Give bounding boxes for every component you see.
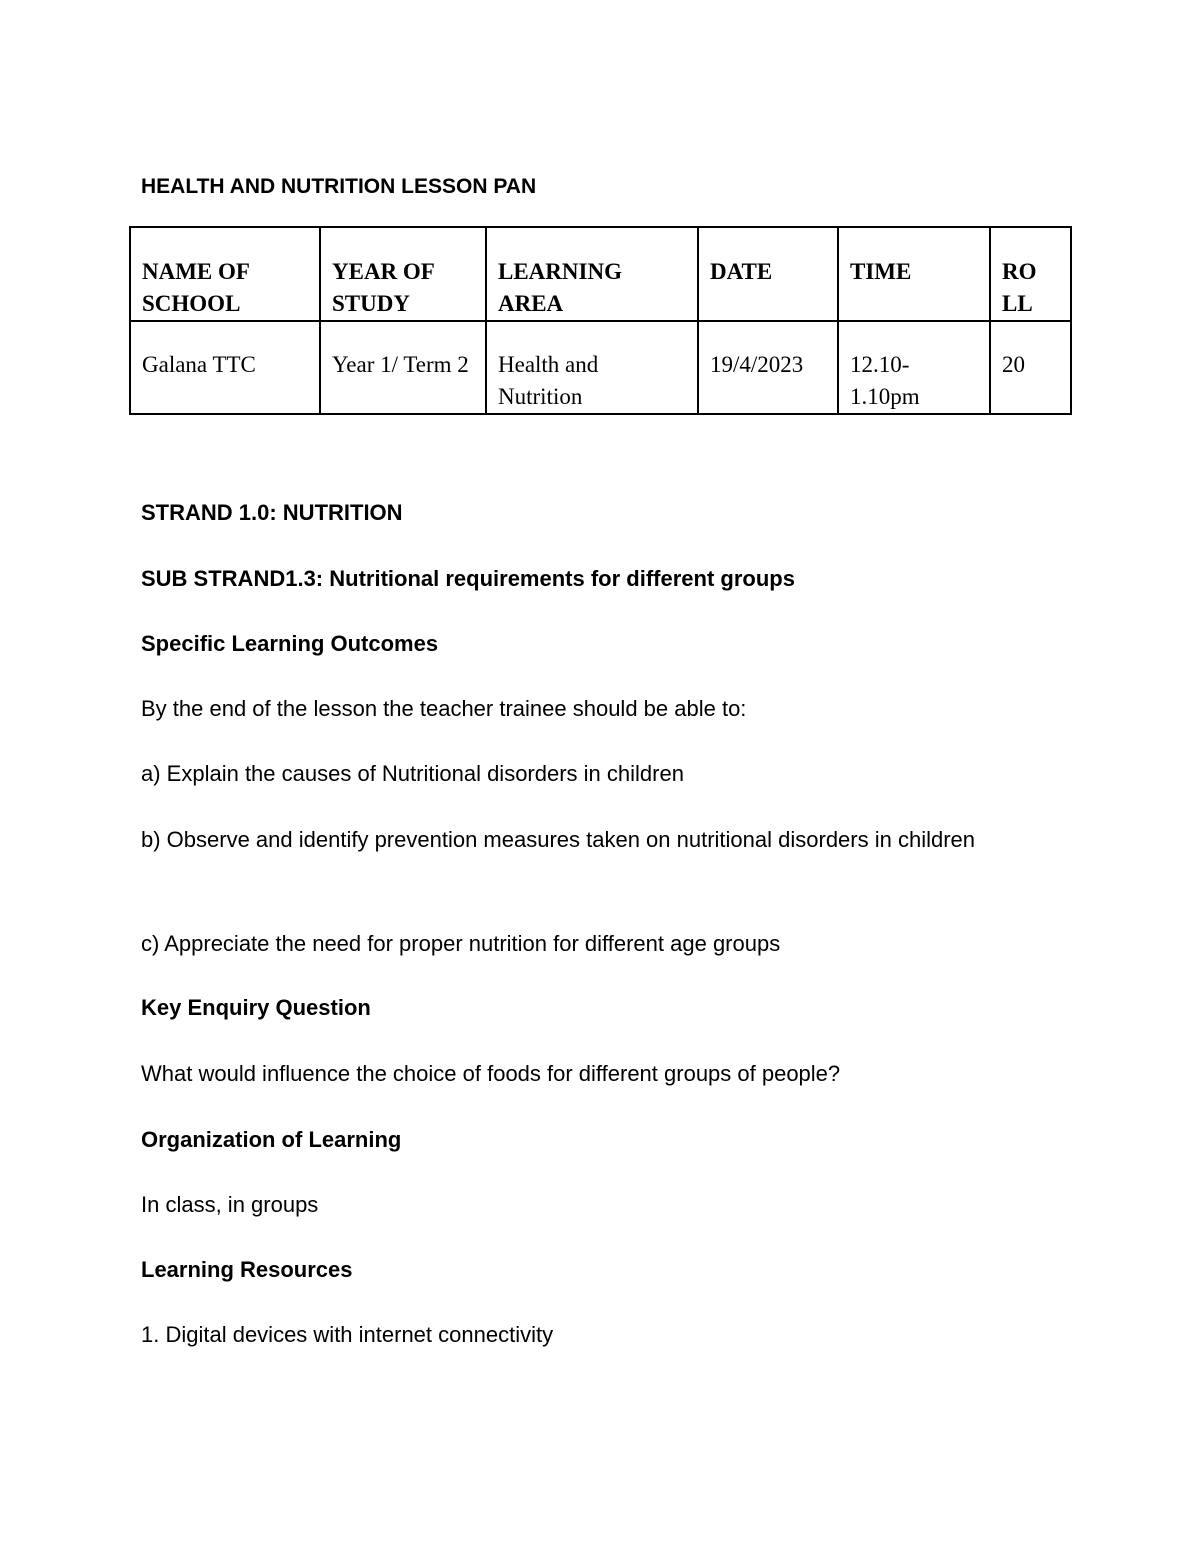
- cell-roll: 20: [990, 321, 1071, 414]
- strand-heading: STRAND 1.0: NUTRITION: [141, 500, 403, 525]
- cell-date: 19/4/2023: [698, 321, 838, 414]
- header-date: DATE: [698, 227, 838, 321]
- resource-item: 1. Digital devices with internet connectivity: [141, 1322, 554, 1347]
- cell-year: Year 1/ Term 2: [320, 321, 486, 414]
- outcome-item-a: a) Explain the causes of Nutritional disorders in children: [141, 761, 684, 786]
- header-year-of-study: YEAR OF STUDY: [320, 227, 486, 321]
- header-time: TIME: [838, 227, 990, 321]
- cell-school: Galana TTC: [130, 321, 320, 414]
- lesson-info-table: [129, 226, 1072, 415]
- outcome-item-c: c) Appreciate the need for proper nutrition for different age groups: [141, 931, 781, 956]
- key-enquiry-question: What would influence the choice of foods for different groups of people?: [141, 1061, 841, 1086]
- organization-heading: Organization of Learning: [141, 1127, 402, 1152]
- key-enquiry-heading: Key Enquiry Question: [141, 995, 371, 1020]
- outcomes-intro: By the end of the lesson the teacher trainee should be able to:: [141, 696, 747, 721]
- cell-time: 12.10- 1.10pm: [838, 321, 990, 414]
- sub-strand-heading: SUB STRAND1.3: Nutritional requirements for different groups: [141, 566, 795, 591]
- outcomes-heading: Specific Learning Outcomes: [141, 631, 439, 656]
- cell-learning-area: Health and Nutrition: [486, 321, 698, 414]
- header-name-of-school: NAME OF SCHOOL: [130, 227, 320, 321]
- table-row: [130, 321, 1071, 414]
- table-header-row: [130, 227, 1071, 321]
- resources-heading: Learning Resources: [141, 1257, 353, 1282]
- organization-text: In class, in groups: [141, 1192, 319, 1217]
- outcome-item-b: b) Observe and identify prevention measures taken on nutritional disorders in children: [141, 827, 976, 852]
- header-learning-area: LEARNING AREA: [486, 227, 698, 321]
- document-title: HEALTH AND NUTRITION LESSON PAN: [141, 175, 537, 198]
- header-roll: RO LL: [990, 227, 1071, 321]
